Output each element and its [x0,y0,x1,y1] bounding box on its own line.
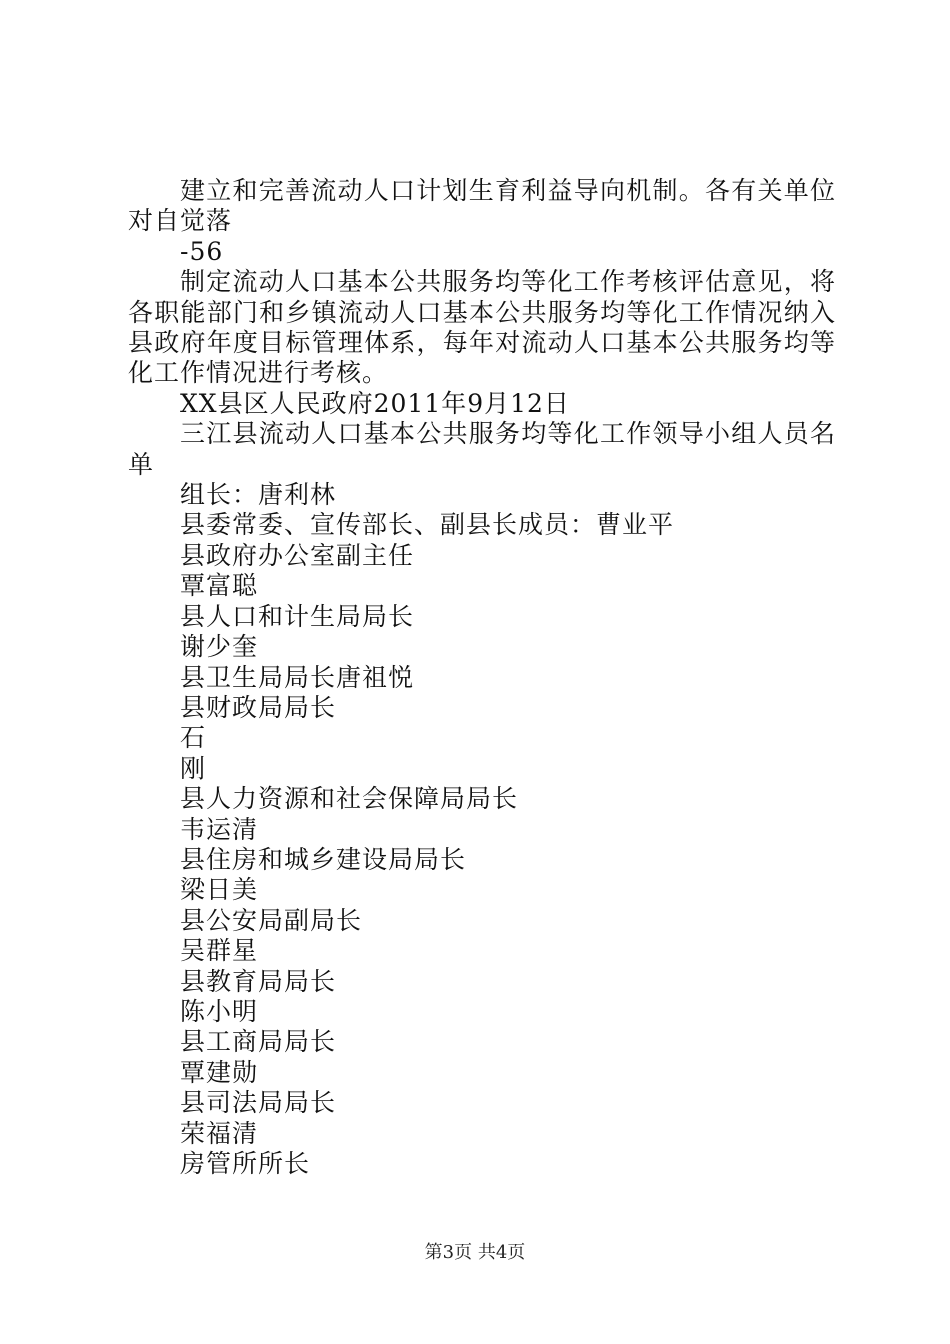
list-item: 房管所所长 [180,1149,311,1178]
list-item: 石 [180,723,207,753]
paragraph-list-title: 三江县流动人口基本公共服务均等化工作领导小组人员名单 [128,419,836,479]
list-item: 县人力资源和社会保障局局长 [180,784,519,814]
list-item: 县工商局局长 [180,1027,337,1057]
paragraph-signature-date: XX县区人民政府2011年9月12日 [180,388,570,418]
list-item: 县司法局局长 [180,1088,337,1118]
paragraph-assessment: 制定流动人口基本公共服务均等化工作考核评估意见，将各职能部门和乡镇流动人口基本公共服务均等化工作情况纳入县政府年度目标管理体系，每年对流动人口基本公共服务均等化工作情况进行考核。 [128,267,836,388]
list-item: 组长：唐利林 [180,480,337,510]
list-item: 覃富聪 [180,571,259,601]
list-item: 谢少奎 [180,632,259,662]
document-body [128,176,836,1179]
list-item: 县住房和城乡建设局局长 [180,844,467,874]
paragraph-incentive-mechanism: 建立和完善流动人口计划生育利益导向机制。各有关单位对自觉落 [128,176,836,236]
list-item: 韦运清 [180,814,259,844]
list-item: 县政府办公室副主任 [180,540,415,570]
list-item: 县教育局局长 [180,966,337,996]
list-item: 县人口和计生局局长 [180,601,415,631]
list-item: 县卫生局局长唐祖悦 [180,662,415,692]
list-item: 县财政局局长 [180,692,337,722]
paragraph-page-marker: -56 [180,236,224,266]
list-item: 梁日美 [180,875,259,905]
page-number-label: 第3页 共4页 [424,1242,526,1263]
list-item: 县公安局副局长 [180,905,363,935]
list-item: 覃建勋 [180,1057,259,1087]
list-item: 县委常委、宣传部长、副县长成员：曹业平 [180,510,675,540]
list-item: 陈小明 [180,996,259,1026]
list-item: 荣福清 [180,1118,259,1148]
page-footer [0,1241,950,1265]
list-item: 吴群星 [180,936,259,966]
list-item: 刚 [180,753,207,783]
member-list [128,480,836,1179]
